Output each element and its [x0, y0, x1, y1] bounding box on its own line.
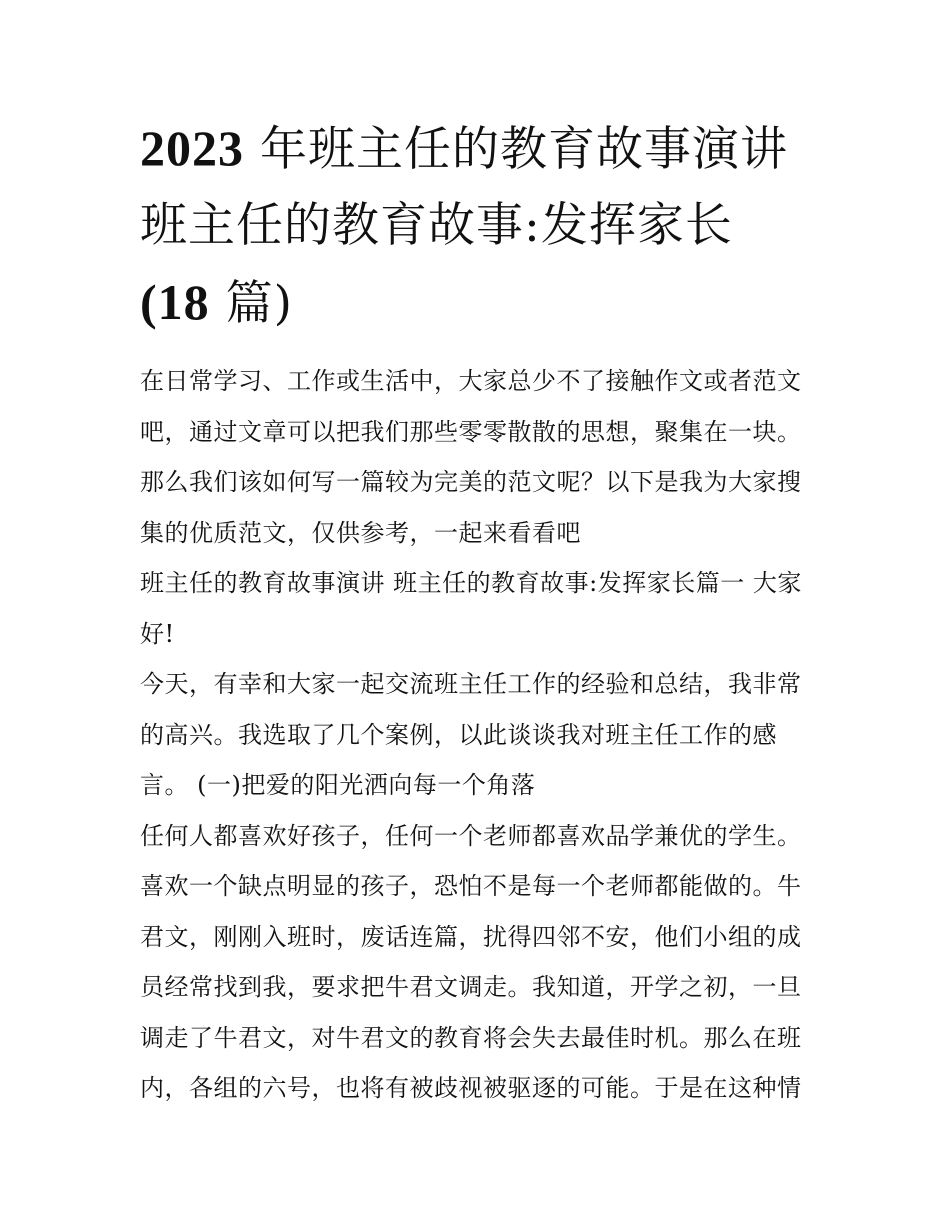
paragraph-line: 班主任的教育故事演讲 班主任的教育故事:发挥家长篇一 大家 — [140, 569, 802, 597]
paragraph-line: 内，各组的六号，也将有被歧视被驱逐的可能。于是在这种情 — [140, 1074, 802, 1102]
paragraph-line: 好! — [140, 619, 175, 648]
title-line-bold: (18 — [140, 274, 210, 330]
paragraph-line: 集的优质范文，仅供参考，一起来看看吧 — [140, 518, 581, 547]
paragraph-line: 喜欢一个缺点明显的孩子，恐怕不是每一个老师都能做的。牛 — [140, 872, 802, 900]
paragraph-line: 言。 (一)把爱的阳光洒向每一个角落 — [140, 771, 536, 799]
paragraph-line: 在日常学习、工作或生活中，大家总少不了接触作文或者范文 — [140, 367, 802, 395]
paragraph-line: 员经常找到我，要求把牛君文调走。我知道，开学之初，一旦 — [140, 973, 802, 1001]
intro-paragraph — [140, 356, 820, 558]
body-paragraph — [140, 811, 820, 1114]
title-line-text: 年班主任的教育故事演讲 — [244, 122, 788, 177]
title-line-text: 班主任的教育故事:发挥家长 — [140, 198, 733, 253]
title-line — [140, 188, 820, 264]
title-line — [140, 110, 820, 188]
title-line — [140, 264, 820, 342]
document-page — [140, 110, 820, 1114]
title-line-text: 篇) — [209, 276, 293, 331]
paragraph-line: 君文，刚刚入班时，废话连篇，扰得四邻不安，他们小组的成 — [140, 922, 802, 951]
body-paragraph — [140, 659, 820, 811]
document-title — [140, 110, 820, 342]
paragraph-line: 的高兴。我选取了几个案例，以此谈谈我对班主任工作的感 — [140, 720, 777, 749]
title-line-bold: 2023 — [140, 120, 244, 176]
section-heading-paragraph — [140, 558, 820, 659]
paragraph-line: 那么我们该如何写一篇较为完美的范文呢？以下是我为大家搜 — [140, 468, 802, 496]
paragraph-line: 调走了牛君文，对牛君文的教育将会失去最佳时机。那么在班 — [140, 1023, 802, 1052]
paragraph-line: 今天，有幸和大家一起交流班主任工作的经验和总结，我非常 — [140, 670, 802, 698]
paragraph-line: 吧，通过文章可以把我们那些零零散散的思想，聚集在一块。 — [140, 417, 802, 446]
paragraph-line: 任何人都喜欢好孩子，任何一个老师都喜欢品学兼优的学生。 — [140, 821, 802, 850]
